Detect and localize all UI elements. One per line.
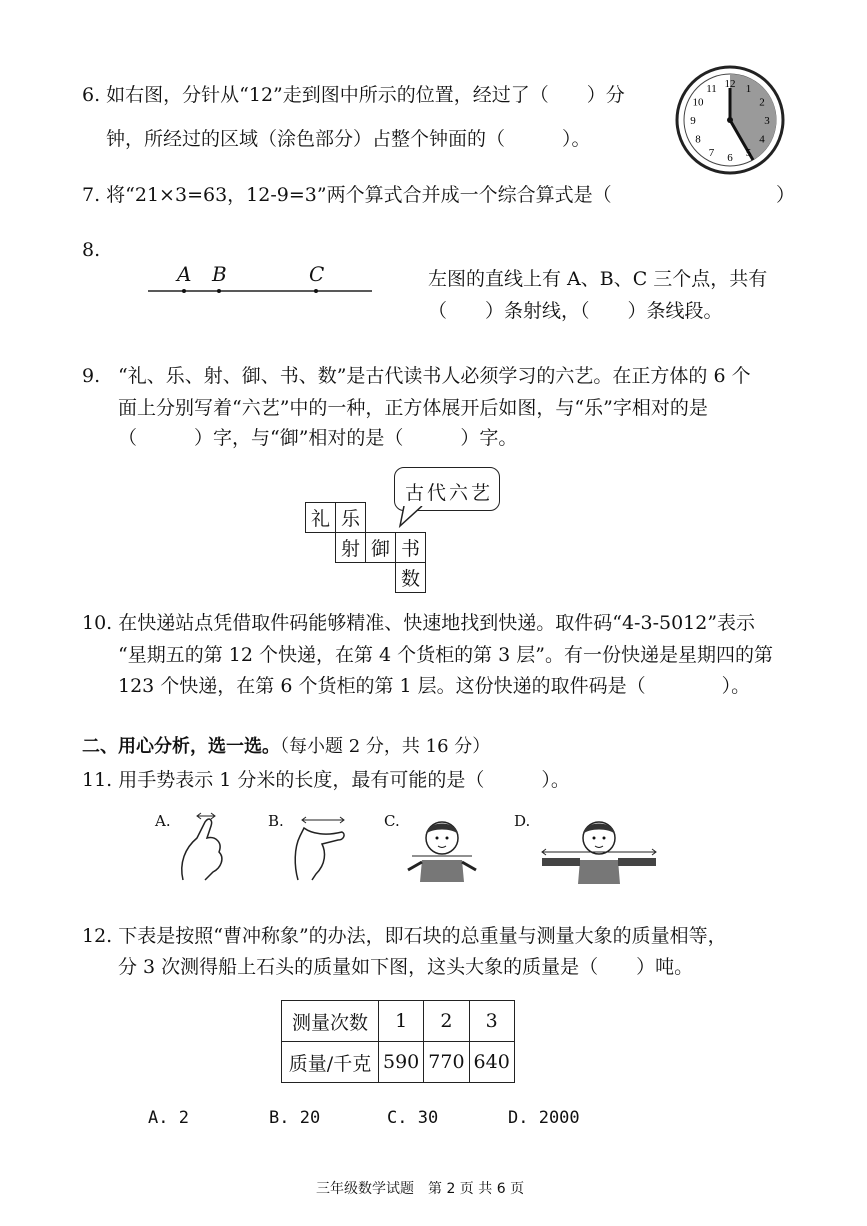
q8-line2: （ ）条射线，（ ）条线段。: [428, 300, 723, 322]
choice-c: C. 30: [387, 1108, 439, 1128]
q6-line2: 钟，所经过的区域（涂色部分）占整个钟面的（ ）。: [106, 128, 591, 150]
clock-numeral: 6: [727, 152, 733, 164]
point-a-label: A: [177, 262, 192, 286]
option-b-label: B.: [268, 812, 284, 830]
table-cell: 640: [469, 1042, 514, 1083]
clock-numeral: 4: [759, 133, 765, 146]
clock-numeral: 8: [695, 133, 701, 146]
option-c-label: C.: [384, 812, 400, 830]
cube-net: [305, 502, 426, 593]
net-cell: 书: [396, 533, 426, 563]
clock-numeral: 3: [764, 115, 770, 127]
clock-numeral: 5: [745, 147, 752, 159]
q9-line1: “礼、乐、射、御、书、数”是古代读书人必须学习的六艺。在正方体的 6 个: [118, 365, 751, 387]
net-cell: 射: [336, 533, 366, 563]
q7-text: 7. 将“21×3=63，12-9=3”两个算式合并成一个综合算式是（: [82, 184, 612, 206]
clock-numeral: 9: [690, 115, 696, 127]
q9-number: 9.: [82, 365, 101, 387]
net-cell: 数: [396, 563, 426, 593]
q12-line1: 12. 下表是按照“曹冲称象”的办法，即石块的总重量与测量大象的质量相等，: [82, 925, 727, 947]
table-cell: 3: [469, 1001, 514, 1042]
net-cell: 礼: [306, 503, 336, 533]
net-cell: 御: [366, 533, 396, 563]
table-row: [282, 1001, 515, 1042]
q11-text: 11. 用手势表示 1 分米的长度，最有可能的是（ ）。: [82, 769, 570, 791]
table-cell: 770: [424, 1042, 469, 1083]
clock-numeral: 1: [745, 83, 752, 95]
choice-b: B. 20: [269, 1108, 321, 1128]
choice-d: D. 2000: [508, 1108, 580, 1128]
table-cell: 质量/千克: [282, 1042, 379, 1083]
speech-bubble-text: 古代六艺: [405, 482, 494, 504]
clock-numeral: 10: [692, 96, 704, 109]
table-cell: 590: [379, 1042, 424, 1083]
q8-number: 8.: [82, 239, 101, 261]
hand-gesture-b: [286, 808, 356, 883]
measurement-table: [281, 1000, 515, 1083]
hand-gesture-a: [175, 808, 245, 883]
clock-numeral: 7: [708, 147, 715, 159]
clock-numeral: 12: [724, 78, 736, 90]
clock-numeral: 2: [759, 96, 765, 109]
net-cell: 乐: [336, 503, 366, 533]
option-d-label: D.: [514, 812, 531, 830]
q7-close: ）: [776, 184, 796, 206]
q8-line1: 左图的直线上有 A、B、C 三个点，共有: [428, 268, 768, 290]
table-row: [282, 1042, 515, 1083]
q12-line2: 分 3 次测得船上石头的质量如下图，这头大象的质量是（ ）吨。: [118, 956, 694, 978]
section-2-title: 二、用心分析，选一选。: [82, 736, 280, 757]
page-footer: 三年级数学试题 第 2 页 共 6 页: [316, 1181, 525, 1197]
q10-line2: “星期五的第 12 个快递，在第 4 个货柜的第 3 层”。有一份快递是星期四的第: [118, 644, 774, 666]
q10-line1: 10. 在快递站点凭借取件码能够精准、快速地找到快递。取件码“4-3-5012”表示: [82, 612, 756, 634]
clock-figure: [672, 64, 792, 176]
q6-line1: 6. 如右图，分针从“12”走到图中所示的位置，经过了（ ）分: [82, 84, 625, 106]
table-cell: 2: [424, 1001, 469, 1042]
q9-line3: （ ）字，与“御”相对的是（ ）字。: [118, 427, 518, 449]
choice-a: A. 2: [148, 1108, 189, 1128]
section-2-note: （每小题 2 分，共 16 分）: [280, 736, 491, 757]
boy-figure-c: [404, 808, 480, 884]
point-b-label: B: [212, 262, 227, 286]
point-c-label: C: [309, 262, 325, 286]
boy-figure-d: [538, 808, 660, 886]
q10-line3: 123 个快递，在第 6 个货柜的第 1 层。这份快递的取件码是（ ）。: [118, 675, 751, 697]
section-2-heading: [82, 738, 490, 756]
q9-line2: 面上分别写着“六艺”中的一种，正方体展开后如图，与“乐”字相对的是: [118, 397, 708, 419]
clock-numeral: 11: [706, 83, 717, 95]
table-cell: 1: [379, 1001, 424, 1042]
option-a-label: A.: [155, 812, 171, 830]
table-cell: 测量次数: [282, 1001, 379, 1042]
